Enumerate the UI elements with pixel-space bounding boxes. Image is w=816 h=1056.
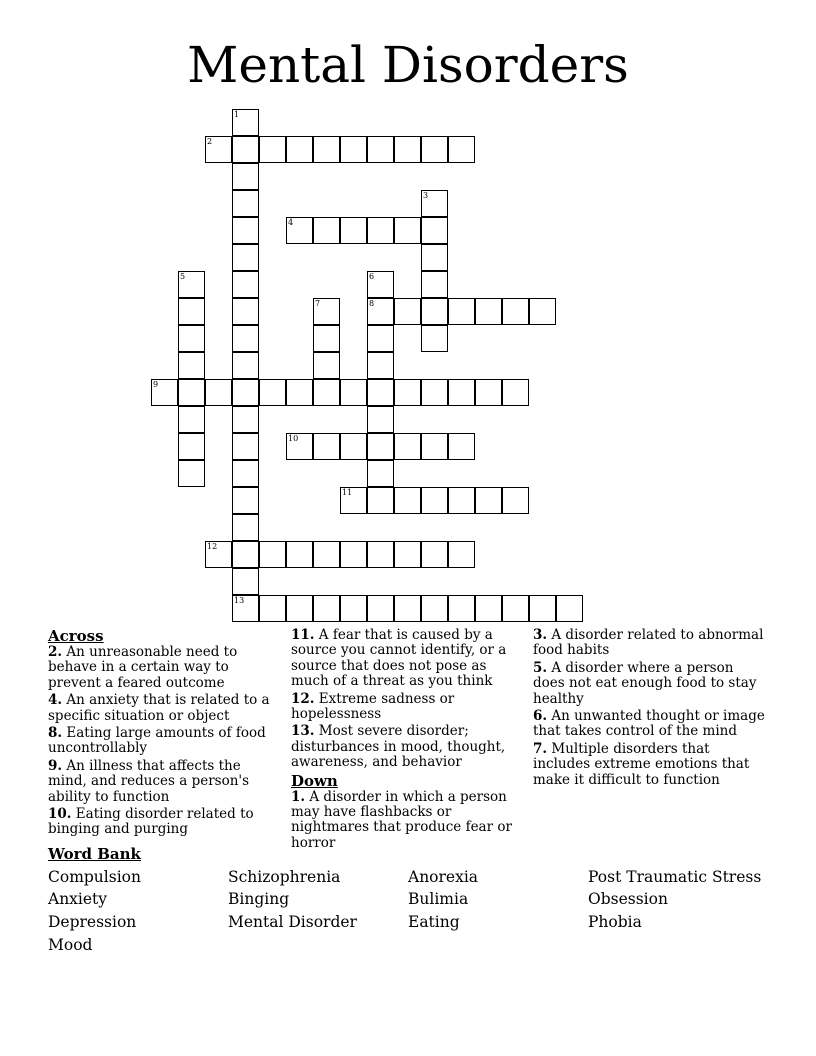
word-bank-item: Mental Disorder: [228, 913, 357, 931]
word-bank-item: Anxiety: [48, 890, 108, 908]
grid-cell[interactable]: [394, 541, 421, 568]
cell-number: 4: [288, 218, 294, 227]
grid-cell[interactable]: [205, 541, 232, 568]
grid-cell[interactable]: [232, 352, 259, 379]
grid-cell[interactable]: [232, 433, 259, 460]
grid-cell[interactable]: [421, 298, 448, 325]
grid-cell[interactable]: [259, 541, 286, 568]
grid-cell[interactable]: [313, 325, 340, 352]
grid-cell[interactable]: [313, 217, 340, 244]
grid-cell[interactable]: [367, 217, 394, 244]
grid-cell[interactable]: [205, 379, 232, 406]
word-bank-heading: Word Bank: [48, 845, 141, 863]
grid-cell[interactable]: [448, 379, 475, 406]
word-bank-item: Eating: [408, 913, 460, 931]
across-clue: 13. Most severe disorder; disturbances in mood, thought, awareness, and behavior: [291, 723, 506, 771]
word-bank-item: Mood: [48, 936, 93, 954]
grid-cell[interactable]: [421, 379, 448, 406]
grid-cell[interactable]: [313, 595, 340, 622]
page-title: Mental Disorders: [187, 36, 629, 94]
grid-cell[interactable]: [178, 379, 205, 406]
grid-cell[interactable]: [475, 379, 502, 406]
cell-number: 6: [369, 272, 375, 281]
grid-cell[interactable]: [340, 541, 367, 568]
grid-cell[interactable]: [394, 433, 421, 460]
grid-cell[interactable]: [448, 298, 475, 325]
grid-cell[interactable]: [448, 595, 475, 622]
grid-cell[interactable]: [340, 217, 367, 244]
cell-number: 7: [315, 299, 321, 308]
grid-cell[interactable]: [421, 217, 448, 244]
clue-column-1: [48, 628, 283, 840]
grid-cell[interactable]: [178, 298, 205, 325]
grid-cell[interactable]: [421, 271, 448, 298]
word-bank-item: Anorexia: [408, 868, 479, 886]
word-bank-item: Binging: [228, 890, 290, 908]
grid-cell[interactable]: [394, 487, 421, 514]
grid-cell[interactable]: [367, 433, 394, 460]
grid-cell[interactable]: [232, 541, 259, 568]
grid-cell[interactable]: [286, 541, 313, 568]
grid-cell[interactable]: [286, 136, 313, 163]
grid-cell[interactable]: [529, 595, 556, 622]
grid-cell[interactable]: [232, 487, 259, 514]
cell-number: 10: [288, 434, 299, 443]
across-clue: 8. Eating large amounts of food uncontrollably: [48, 725, 266, 757]
grid-cell[interactable]: [178, 271, 205, 298]
grid-cell[interactable]: [367, 136, 394, 163]
clue-column-2: [291, 628, 526, 853]
grid-cell[interactable]: [556, 595, 583, 622]
grid-cell[interactable]: [340, 136, 367, 163]
grid-cell[interactable]: [367, 406, 394, 433]
across-clue: 9. An illness that affects the mind, and reduces a person's ability to function: [48, 757, 250, 805]
grid-cell[interactable]: [448, 136, 475, 163]
across-clue: 11. A fear that is caused by a source you cannot identify, or a source that does not pose as much of a threat as you think: [291, 627, 507, 690]
across-clue: 12. Extreme sadness or hopelessness: [291, 690, 455, 723]
grid-cell[interactable]: [394, 298, 421, 325]
word-bank-item: Bulimia: [408, 890, 469, 908]
grid-cell[interactable]: [259, 379, 286, 406]
grid-cell[interactable]: [448, 541, 475, 568]
grid-cell[interactable]: [394, 217, 421, 244]
grid-cell[interactable]: [475, 487, 502, 514]
word-bank-item: Post Traumatic Stress: [588, 868, 762, 886]
grid-cell[interactable]: [475, 595, 502, 622]
word-bank-item: Obsession: [588, 890, 668, 908]
grid-cell[interactable]: [367, 460, 394, 487]
grid-cell[interactable]: [232, 190, 259, 217]
word-bank-item: Depression: [48, 913, 137, 931]
word-bank-item: Schizophrenia: [228, 868, 341, 886]
grid-cell[interactable]: [232, 217, 259, 244]
grid-cell[interactable]: [529, 298, 556, 325]
grid-cell[interactable]: [340, 595, 367, 622]
cell-number: 13: [234, 596, 245, 605]
down-heading: Down: [291, 771, 338, 790]
grid-cell[interactable]: [313, 298, 340, 325]
grid-cell[interactable]: [232, 514, 259, 541]
grid-cell[interactable]: [502, 298, 529, 325]
grid-cell[interactable]: [367, 595, 394, 622]
grid-cell[interactable]: [232, 568, 259, 595]
grid-cell[interactable]: [286, 595, 313, 622]
across-clue: 2. An unreasonable need to behave in a certain way to prevent a feared outcome: [48, 644, 238, 691]
grid-cell[interactable]: [340, 379, 367, 406]
down-clue: 3. A disorder related to abnormal food habits: [533, 627, 764, 659]
grid-cell[interactable]: [502, 379, 529, 406]
grid-cell[interactable]: [421, 136, 448, 163]
grid-cell[interactable]: [475, 298, 502, 325]
grid-cell[interactable]: [232, 406, 259, 433]
grid-cell[interactable]: [340, 433, 367, 460]
grid-cell[interactable]: [313, 541, 340, 568]
grid-cell[interactable]: [232, 379, 259, 406]
grid-cell[interactable]: [259, 136, 286, 163]
grid-cell[interactable]: [394, 136, 421, 163]
word-bank-item: Compulsion: [48, 868, 141, 886]
down-clue: 1. A disorder in which a person may have flashbacks or nightmares that produce fear or horror: [291, 788, 512, 851]
grid-cell[interactable]: [421, 190, 448, 217]
grid-cell[interactable]: [286, 217, 313, 244]
cell-number: 12: [207, 542, 218, 551]
grid-cell[interactable]: [313, 433, 340, 460]
grid-cell[interactable]: [367, 541, 394, 568]
grid-cell[interactable]: [394, 379, 421, 406]
grid-cell[interactable]: [205, 136, 232, 163]
down-clue: 5. A disorder where a person does not eat enough food to stay healthy: [533, 659, 757, 707]
grid-cell[interactable]: [232, 109, 259, 136]
grid-cell[interactable]: [178, 406, 205, 433]
grid-cell[interactable]: [367, 352, 394, 379]
cell-number: 2: [207, 137, 213, 146]
grid-cell[interactable]: [421, 433, 448, 460]
grid-cell[interactable]: [232, 136, 259, 163]
cell-number: 5: [180, 272, 186, 281]
grid-cell[interactable]: [502, 487, 529, 514]
grid-cell[interactable]: [259, 595, 286, 622]
grid-cell[interactable]: [178, 325, 205, 352]
grid-cell[interactable]: [421, 541, 448, 568]
grid-cell[interactable]: [367, 487, 394, 514]
word-bank-item: Phobia: [588, 913, 642, 931]
grid-cell[interactable]: [232, 595, 259, 622]
grid-cell[interactable]: [232, 460, 259, 487]
across-clue: 10. Eating disorder related to binging and purging: [48, 806, 254, 838]
grid-cell[interactable]: [232, 298, 259, 325]
grid-cell[interactable]: [232, 163, 259, 190]
grid-cell[interactable]: [313, 136, 340, 163]
grid-cell[interactable]: [232, 325, 259, 352]
cell-number: 9: [153, 380, 159, 389]
across-heading: Across: [48, 627, 104, 645]
cell-number: 3: [423, 191, 429, 200]
across-clue: 4. An anxiety that is related to a specific situation or object: [48, 692, 270, 724]
grid-cell[interactable]: [313, 379, 340, 406]
grid-cell[interactable]: [421, 244, 448, 271]
grid-cell[interactable]: [151, 379, 178, 406]
grid-cell[interactable]: [448, 433, 475, 460]
cell-number: 11: [342, 488, 353, 497]
grid-cell[interactable]: [367, 379, 394, 406]
grid-cell[interactable]: [178, 433, 205, 460]
down-clue: 7. Multiple disorders that includes extreme emotions that make it difficult to function: [533, 740, 750, 788]
grid-cell[interactable]: [421, 487, 448, 514]
grid-cell[interactable]: [367, 298, 394, 325]
cell-number: 1: [234, 110, 240, 119]
grid-cell[interactable]: [421, 595, 448, 622]
grid-cell[interactable]: [421, 325, 448, 352]
grid-cell[interactable]: [232, 271, 259, 298]
cell-number: 8: [369, 299, 375, 308]
grid-cell[interactable]: [394, 595, 421, 622]
grid-cell[interactable]: [502, 595, 529, 622]
down-clue: 6. An unwanted thought or image that takes control of the mind: [533, 708, 765, 740]
grid-cell[interactable]: [367, 271, 394, 298]
grid-cell[interactable]: [313, 352, 340, 379]
grid-cell[interactable]: [178, 460, 205, 487]
grid-cell[interactable]: [367, 325, 394, 352]
grid-cell[interactable]: [178, 352, 205, 379]
grid-cell[interactable]: [286, 379, 313, 406]
grid-cell[interactable]: [340, 487, 367, 514]
grid-cell[interactable]: [286, 433, 313, 460]
grid-cell[interactable]: [232, 244, 259, 271]
clue-column-3: [533, 628, 768, 790]
grid-cell[interactable]: [448, 487, 475, 514]
